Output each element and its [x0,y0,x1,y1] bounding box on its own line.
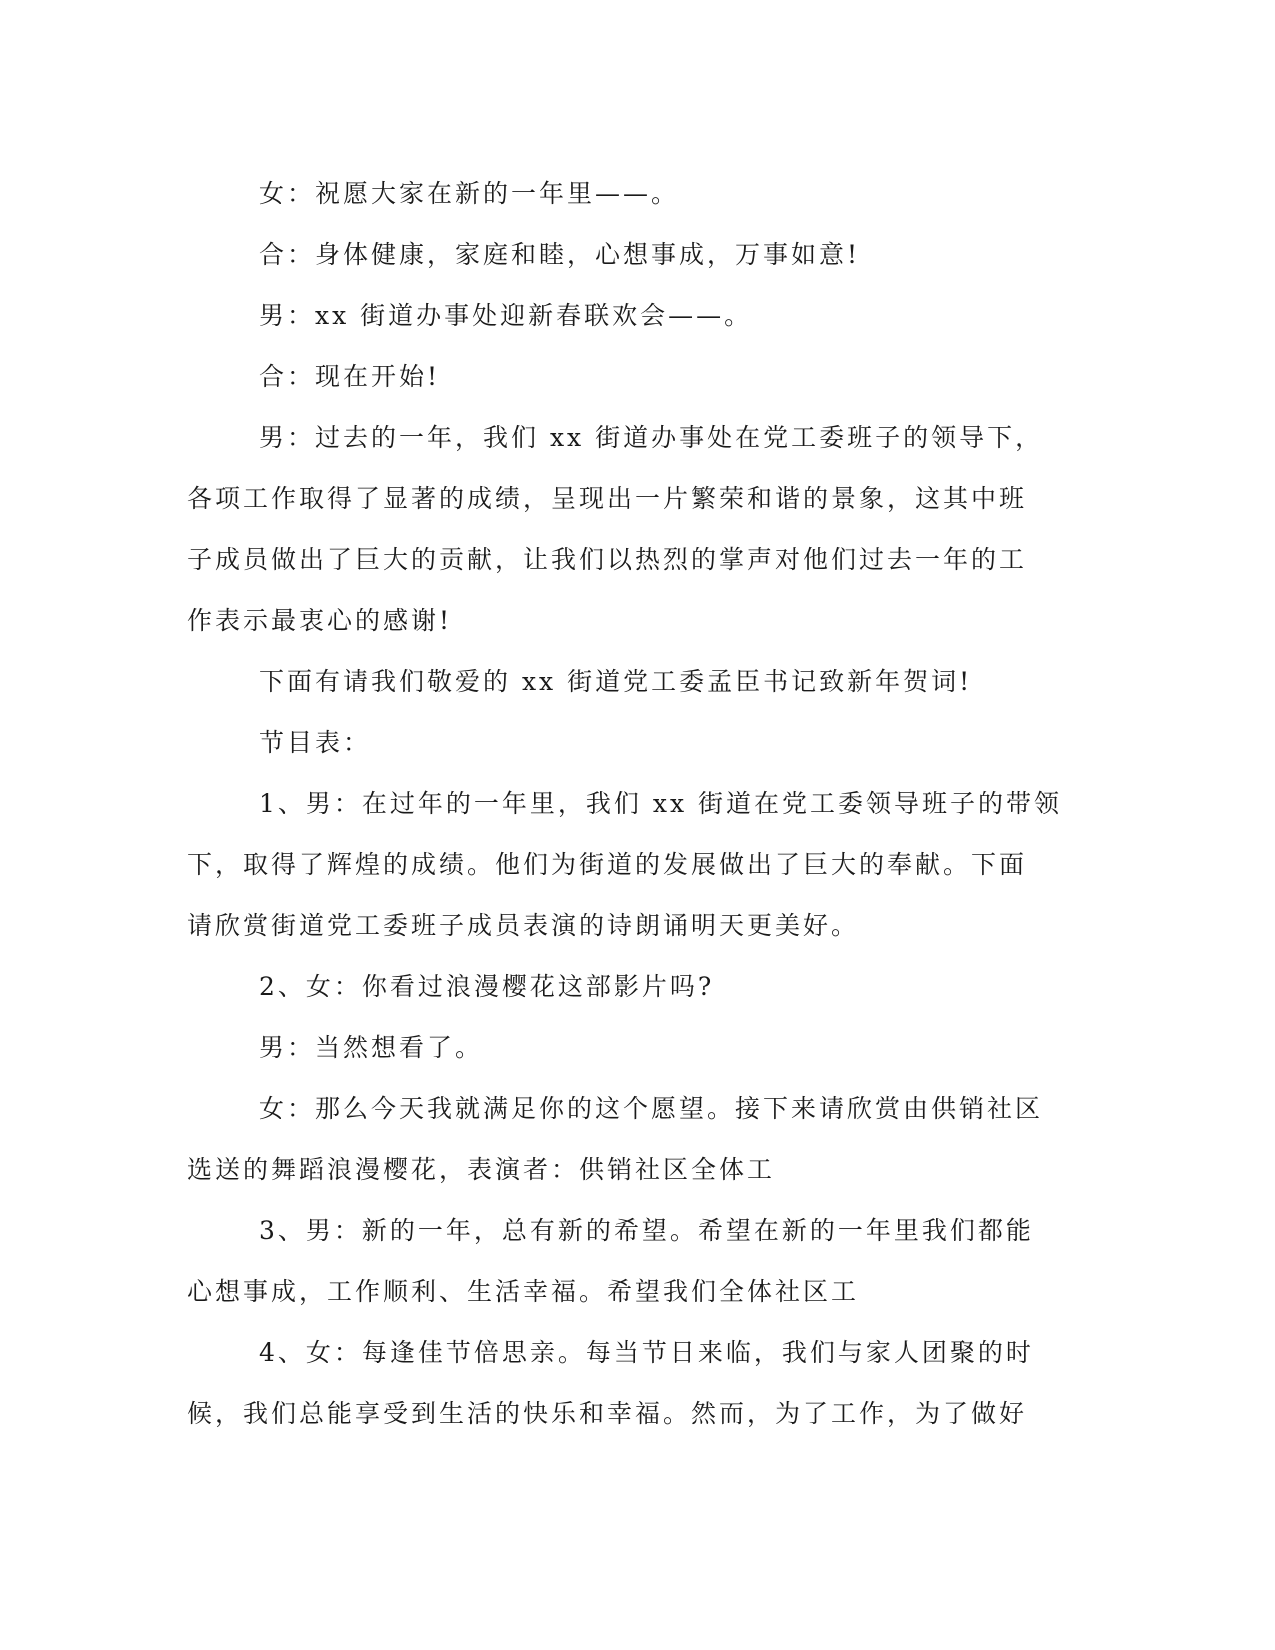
text-line: 男：当然想看了。 [259,1033,484,1062]
text-line: 2、女：你看过浪漫樱花这部影片吗? [259,972,715,1001]
text-line: 请欣赏街道党工委班子成员表演的诗朗诵明天更美好。 [187,911,860,940]
text-line: 合：现在开始! [259,362,441,391]
paragraph-6 [187,651,1087,712]
paragraph-8 [187,773,1087,956]
text-line: 女：祝愿大家在新的一年里——。 [259,179,680,208]
text-line: 4、女：每逢佳节倍思亲。每当节日来临，我们与家人团聚的时 [259,1338,1034,1367]
paragraph-5 [187,407,1087,651]
paragraph-1 [187,163,1087,224]
text-line: 作表示最衷心的感谢! [187,606,453,635]
paragraph-2 [187,224,1087,285]
text-line: 选送的舞蹈浪漫樱花，表演者：供销社区全体工 [187,1155,776,1184]
text-line: 节目表： [259,728,372,757]
text-line: 下，取得了辉煌的成绩。他们为街道的发展做出了巨大的奉献。下面 [187,850,1028,879]
paragraph-3 [187,285,1087,346]
paragraph-13 [187,1322,1087,1444]
text-line: 男：xx 街道办事处迎新春联欢会——。 [259,301,753,330]
text-line: 3、男：新的一年，总有新的希望。希望在新的一年里我们都能 [259,1216,1034,1245]
text-line: 下面有请我们敬爱的 xx 街道党工委孟臣书记致新年贺词! [259,667,973,696]
paragraph-4 [187,346,1087,407]
document-body [187,163,1087,1444]
paragraph-12 [187,1200,1087,1322]
paragraph-7 [187,712,1087,773]
text-line: 男：过去的一年，我们 xx 街道办事处在党工委班子的领导下， [259,423,1044,452]
text-line: 候，我们总能享受到生活的快乐和幸福。然而，为了工作，为了做好 [187,1399,1028,1428]
paragraph-10 [187,1017,1087,1078]
text-line: 子成员做出了巨大的贡献，让我们以热烈的掌声对他们过去一年的工 [187,545,1028,574]
paragraph-9 [187,956,1087,1017]
paragraph-11 [187,1078,1087,1200]
text-line: 合：身体健康，家庭和睦，心想事成，万事如意! [259,240,861,269]
text-line: 各项工作取得了显著的成绩，呈现出一片繁荣和谐的景象，这其中班 [187,484,1028,513]
text-line: 女：那么今天我就满足你的这个愿望。接下来请欣赏由供销社区 [259,1094,1044,1123]
text-line: 1、男：在过年的一年里，我们 xx 街道在党工委领导班子的带领 [259,789,1062,818]
text-line: 心想事成，工作顺利、生活幸福。希望我们全体社区工 [187,1277,860,1306]
